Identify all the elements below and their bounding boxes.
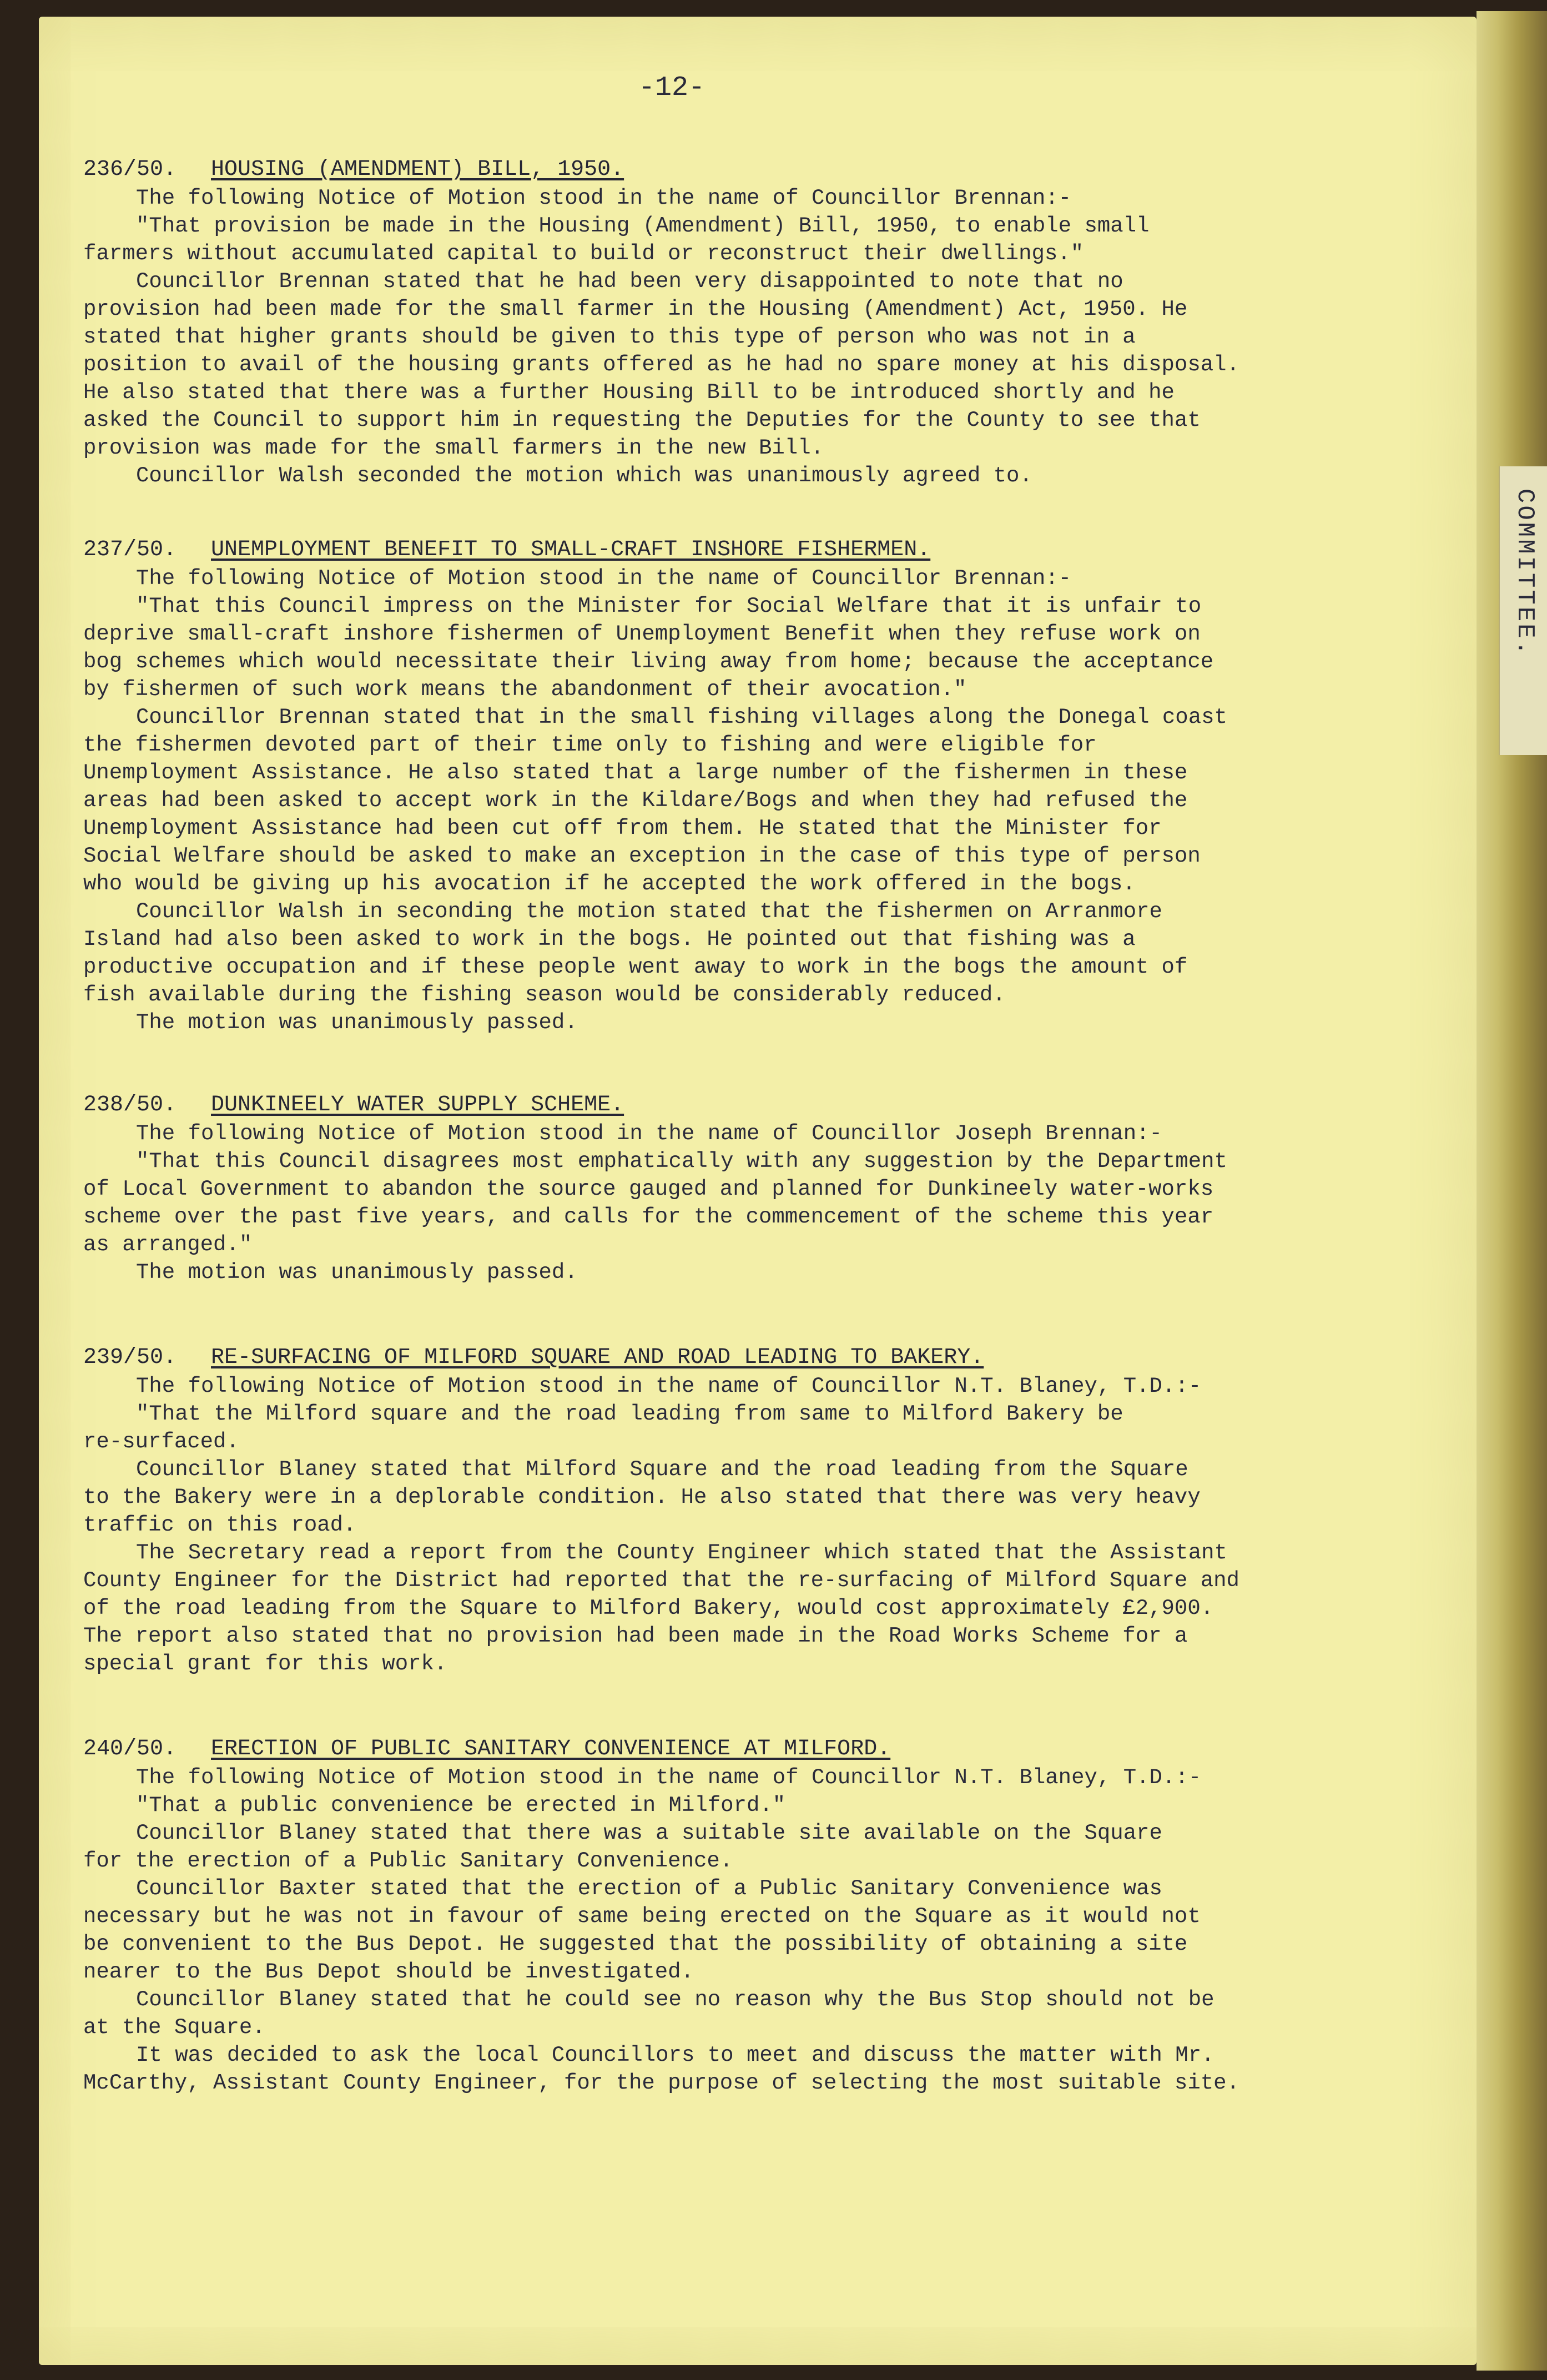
text-line: Councillor Baxter stated that the erection of a Public Sanitary Convenience was [136, 1876, 1162, 1901]
text-line: provision had been made for the small farmer in the Housing (Amendment) Act, 1950. He [83, 297, 1188, 321]
minute-heading [83, 1344, 1304, 1372]
text-line: The following Notice of Motion stood in the name of Councillor Joseph Brennan:- [136, 1121, 1162, 1146]
text-line: areas had been asked to accept work in the Kildare/Bogs and when they had refused the [83, 788, 1188, 813]
text-line: "That this Council impress on the Minister for Social Welfare that it is unfair to [136, 594, 1202, 618]
text-line: The following Notice of Motion stood in the name of Councillor Brennan:- [136, 566, 1072, 591]
text-line: of the road leading from the Square to Milford Bakery, would cost approximately £2,900. [83, 1596, 1214, 1621]
text-line: "That a public convenience be erected in Milford." [136, 1793, 786, 1818]
text-line: stated that higher grants should be given to this type of person who was not in a [83, 325, 1136, 349]
text-line: McCarthy, Assistant County Engineer, for the purpose of selecting the most suitable site. [83, 2071, 1239, 2095]
text-line: bog schemes which would necessitate their living away from home; because the acceptance [83, 650, 1214, 674]
minute-section [83, 536, 1304, 1036]
minute-heading [83, 1091, 1304, 1120]
text-line: Island had also been asked to work in the bogs. He pointed out that fishing was a [83, 927, 1136, 952]
minute-number: 236/50. [83, 157, 177, 182]
text-line: of Local Government to abandon the source gauged and planned for Dunkineely water-works [83, 1177, 1214, 1201]
minute-section [83, 1091, 1304, 1286]
minute-title: DUNKINEELY WATER SUPPLY SCHEME. [211, 1093, 624, 1118]
text-line: The report also stated that no provision had been made in the Road Works Scheme for a [83, 1624, 1188, 1648]
text-line: productive occupation and if these people went away to work in the bogs the amount of [83, 955, 1188, 979]
minute-section [83, 155, 1304, 490]
text-line: to the Bakery were in a deplorable condition. He also stated that there was very heavy [83, 1485, 1201, 1509]
minute-title: HOUSING (AMENDMENT) BILL, 1950. [211, 157, 624, 182]
text-line: the fishermen devoted part of their time only to fishing and were eligible for [83, 733, 1097, 757]
text-line: traffic on this road. [83, 1513, 356, 1537]
index-tab-label: COMMITTEE. [1511, 489, 1539, 658]
text-line: for the erection of a Public Sanitary Convenience. [83, 1849, 733, 1873]
book-spine [1477, 11, 1547, 2371]
text-line: Councillor Walsh seconded the motion which was unanimously agreed to. [136, 464, 1032, 488]
text-line: "That provision be made in the Housing (Amendment) Bill, 1950, to enable small [136, 214, 1150, 238]
text-line: It was decided to ask the local Councillors to meet and discuss the matter with Mr. [136, 2043, 1215, 2067]
text-line: position to avail of the housing grants offered as he had no spare money at his disposal. [83, 353, 1239, 377]
page-number: -12- [638, 72, 706, 104]
text-line: Councillor Brennan stated that in the small fishing villages along the Donegal coast [136, 705, 1227, 729]
minute-heading [83, 1735, 1304, 1764]
text-line: Unemployment Assistance had been cut off from them. He stated that the Minister for [83, 816, 1162, 841]
text-line: be convenient to the Bus Depot. He suggested that the possibility of obtaining a site [83, 1932, 1188, 1956]
minute-section [83, 1735, 1304, 2097]
text-line: The following Notice of Motion stood in the name of Councillor N.T. Blaney, T.D.:- [136, 1765, 1202, 1790]
text-line: farmers without accumulated capital to build or reconstruct their dwellings." [83, 241, 1084, 266]
text-line: Social Welfare should be asked to make an exception in the case of this type of person [83, 844, 1201, 868]
text-line: County Engineer for the District had reported that the re-surfacing of Milford Square and [83, 1568, 1239, 1593]
text-line: at the Square. [83, 2015, 265, 2040]
text-line: He also stated that there was a further Housing Bill to be introduced shortly and he [83, 380, 1175, 405]
text-line: "That the Milford square and the road leading from same to Milford Bakery be [136, 1402, 1123, 1426]
text-line: Councillor Walsh in seconding the motion stated that the fishermen on Arranmore [136, 899, 1162, 924]
text-line: The motion was unanimously passed. [136, 1010, 578, 1035]
text-line: Councillor Brennan stated that he had been very disappointed to note that no [136, 269, 1123, 294]
text-line: The motion was unanimously passed. [136, 1260, 578, 1285]
text-line: The following Notice of Motion stood in the name of Councillor N.T. Blaney, T.D.:- [136, 1374, 1202, 1398]
text-line: asked the Council to support him in requesting the Deputies for the County to see that [83, 408, 1201, 432]
minute-section [83, 1344, 1304, 1678]
text-line: deprive small-craft inshore fishermen of Unemployment Benefit when they refuse work on [83, 622, 1201, 646]
minute-title: ERECTION OF PUBLIC SANITARY CONVENIENCE AT MILFORD. [211, 1737, 891, 1762]
text-line: Councillor Blaney stated that there was a suitable site available on the Square [136, 1821, 1162, 1845]
minute-number: 239/50. [83, 1345, 177, 1370]
text-line: The following Notice of Motion stood in the name of Councillor Brennan:- [136, 186, 1072, 210]
minute-number: 238/50. [83, 1093, 177, 1118]
text-line: Councillor Blaney stated that Milford Square and the road leading from the Square [136, 1457, 1188, 1482]
text-line: scheme over the past five years, and calls for the commencement of the scheme this year [83, 1205, 1214, 1229]
minute-number: 240/50. [83, 1737, 177, 1762]
minute-heading [83, 155, 1304, 184]
minute-number: 237/50. [83, 537, 177, 562]
minute-title: RE-SURFACING OF MILFORD SQUARE AND ROAD LEADING TO BAKERY. [211, 1345, 984, 1370]
text-line: special grant for this work. [83, 1652, 447, 1676]
minute-heading [83, 536, 1304, 565]
text-line: provision was made for the small farmers in the new Bill. [83, 436, 824, 460]
text-line: by fishermen of such work means the abandonment of their avocation." [83, 677, 967, 702]
minute-title: UNEMPLOYMENT BENEFIT TO SMALL-CRAFT INSHORE FISHERMEN. [211, 537, 931, 562]
text-line: "That this Council disagrees most emphatically with any suggestion by the Department [136, 1149, 1227, 1174]
text-line: Councillor Blaney stated that he could see no reason why the Bus Stop should not be [136, 1987, 1215, 2012]
text-line: nearer to the Bus Depot should be investigated. [83, 1960, 694, 1984]
text-line: re-surfaced. [83, 1430, 239, 1454]
text-line: necessary but he was not in favour of same being erected on the Square as it would not [83, 1904, 1201, 1929]
text-line: who would be giving up his avocation if he accepted the work offered in the bogs. [83, 872, 1136, 896]
text-line: as arranged." [83, 1232, 253, 1257]
text-line: The Secretary read a report from the County Engineer which stated that the Assistant [136, 1541, 1227, 1565]
text-line: fish available during the fishing season would be considerably reduced. [83, 983, 1006, 1007]
text-line: Unemployment Assistance. He also stated that a large number of the fishermen in these [83, 761, 1188, 785]
